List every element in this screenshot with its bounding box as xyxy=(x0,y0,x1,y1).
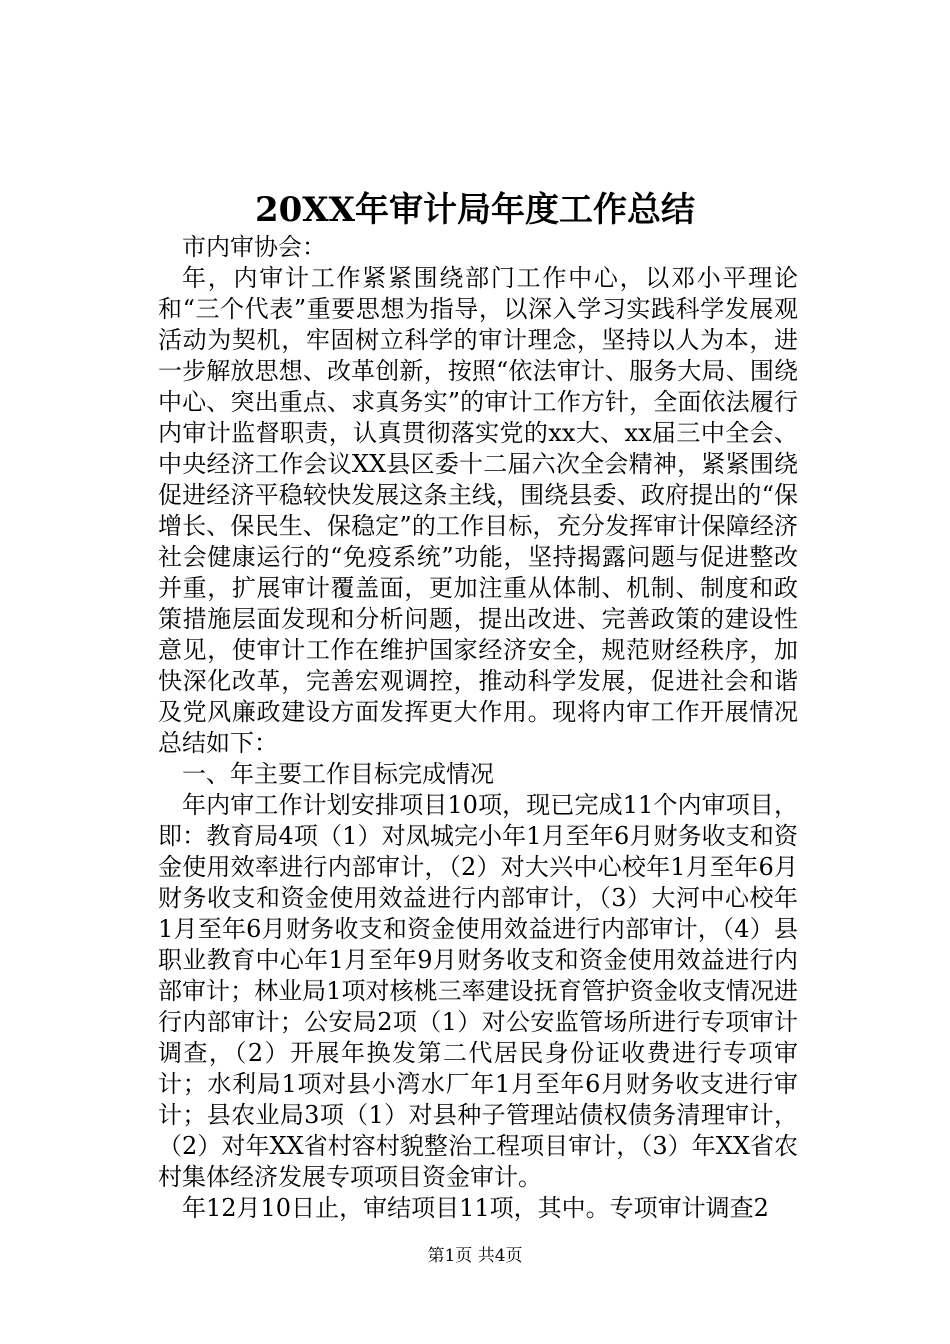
document-body xyxy=(158,232,798,1224)
document-title: 20XX年审计局年度工作总结 xyxy=(254,190,696,230)
paragraph-summary: 年12月10日止，审结项目11项，其中。专项审计调查2 xyxy=(182,1194,769,1222)
salutation: 市内审协会： xyxy=(182,233,326,261)
page-footer: 第1页 共4页 xyxy=(427,1246,523,1266)
section-heading: 一、年主要工作目标完成情况 xyxy=(182,760,494,788)
paragraph-projects: 年内审工作计划安排项目10项，现已完成11个内审项目，即：教育局4项（1）对凤城完小年1月至年6月财务收支和资金使用效率进行内部审计，（2）对大兴中心校年1月至年6月财务收支和资金使用效益进行内部审计，（3）大河中心校年1月至年6月财务收支和资金使用效益进行内部审计，（4）县职业教育中心年1月至年9月财务收支和资金使用效益进行内部审计；林业局1项对核桃三率建设抚育管护资金收支情况进行内部审计；公安局2项（1）对公安监管场所进行专项审计调查，（2）开展年换发第二代居民身份证收费进行专项审计；水利局1项对县小湾水厂年1月至年6月财务收支进行审计；县农业局3项（1）对县种子管理站债权债务清理审计，（2）对年XX省村容村貌整治工程项目审计，（3）年XX省农村集体经济发展专项项目资金审计。 xyxy=(158,791,798,1191)
paragraph-intro: 年，内审计工作紧紧围绕部门工作中心，以邓小平理论和“三个代表”重要思想为指导，以深入学习实践科学发展观活动为契机，牢固树立科学的审计理念，坚持以人为本，进一步解放思想、改革创新，按照“依法审计、服务大局、围绕中心、突出重点、求真务实”的审计工作方针，全面依法履行内审计监督职责，认真贯彻落实党的xx大、xx届三中全会、中央经济工作会议XX县区委十二届六次全会精神，紧紧围绕促进经济平稳较快发展这条主线，围绕县委、政府提出的“保增长、保民生、保稳定”的工作目标，充分发挥审计保障经济社会健康运行的“免疫系统”功能，坚持揭露问题与促进整改并重，扩展审计覆盖面，更加注重从体制、机制、制度和政策措施层面发现和分析问题，提出改进、完善政策的建设性意见，使审计工作在维护国家经济安全，规范财经秩序，加快深化改革，完善宏观调控，推动科学发展，促进社会和谐及党风廉政建设方面发挥更大作用。现将内审工作开展情况总结如下： xyxy=(158,264,798,757)
